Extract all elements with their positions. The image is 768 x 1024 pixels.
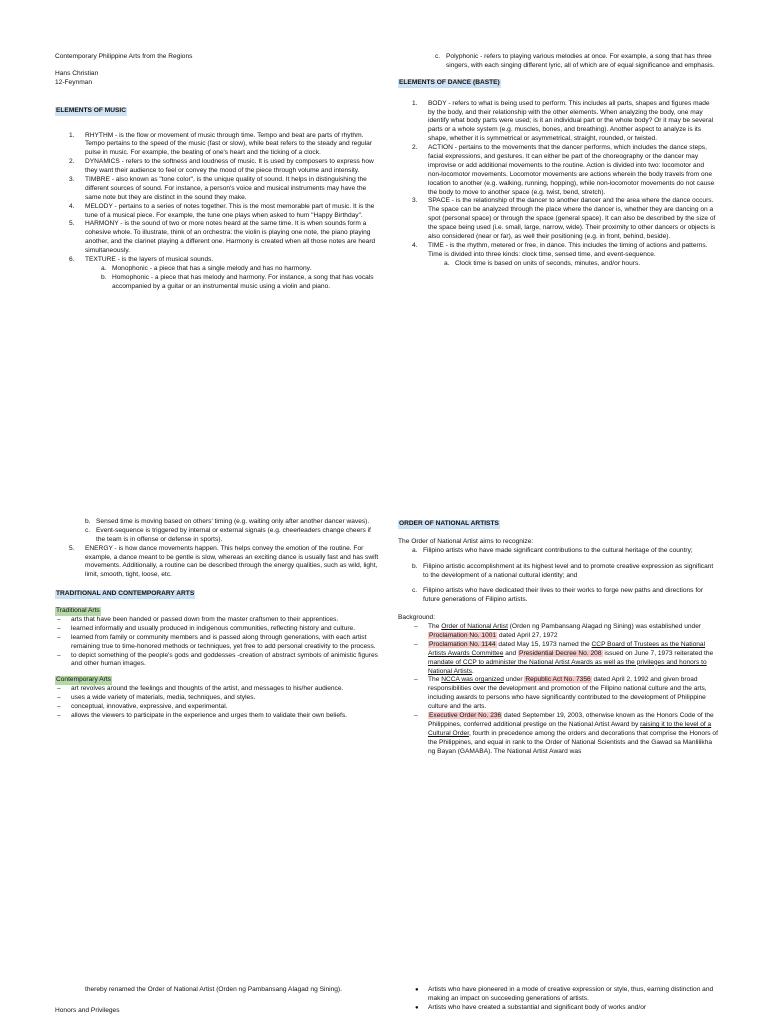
background-list: [398, 623, 718, 756]
page3-right-column: [398, 986, 718, 1013]
author-name: Hans Christian: [55, 69, 99, 77]
list-item: – to depict something of the people's gods and goddesses -creation of abstract symbols of animistic figures and other human images.: [57, 651, 378, 668]
list-item: – The Order of National Artist (Orden ng Pambansang Alagad ng Sining) was established under Proclamation No. 1001 dated April 27, 1972: [414, 623, 702, 640]
document-title: Contemporary Philippine Arts from the Regions: [55, 53, 193, 60]
page3-left-column: [55, 986, 380, 1016]
list-item: – art revolves around the feelings and thoughts of the artist, and messages to his/her audience.: [57, 685, 344, 693]
list-item: – learned from family or community members and is passed along through generations, with each artist remaining true to time-honored methods or techniques, yet free to add personal creativity to the process.: [57, 633, 376, 650]
national-artists-aims-list: [398, 547, 718, 605]
list-item: – Executive Order No. 236 dated September 19, 2003, otherwise known as the Honors Code of the Philippines, conferred additional prestige on the National Artist Award by raising it to the level of a Cultural Order, fourth in precedence among the orders and decorations that comprise the Honors of the Philippines, and equal in rank to the Order of National Scientists and the Gawad sa Manlilikha ng Bayan (GAMABA). The National Artist Award was: [414, 712, 718, 755]
list-item: 5. HARMONY - is the sound of two or more notes heard at the same time. It is when sounds form a cohesive whole. To illustrate, think of an orchestra: the violin is playing one note, the piano playing another, and the clarinet playing a different one. Harmony is created when all those notes are heard simultaneously.: [69, 220, 376, 255]
list-item: b. Homophonic - a piece that has melody and harmony. For instance, a song that has vocals accompanied by a guitar or an instrumental music using a violin and piano.: [101, 273, 374, 290]
list-item: 3. SPACE - is the relationship of the dancer to another dancer and the area where the dance occurs. The space can be analyzed through the place where the dancer is, whether they are dancing on a spot (personal space) or through the space (general space). It can also be described by the size of the space being used (i.e. small, large, narrow, wide). Their proximity to other dancers or objects is also considered (near or far), as well their positioning (e.g. in front, behind, beside).: [412, 197, 716, 241]
time-sublist: [428, 260, 718, 269]
national-artists-heading: ORDER OF NATIONAL ARTISTS: [399, 520, 499, 527]
list-item: – uses a wide variety of materials, media, techniques, and styles.: [57, 694, 256, 702]
list-item: – learned informally and usually produced in indigenous communities, reflecting history and culture.: [57, 624, 356, 632]
list-item: – arts that have been handed or passed down from the master craftsmen to their apprentices.: [57, 616, 339, 624]
list-item: – conceptual, innovative, expressive, and experimental.: [57, 703, 228, 711]
page1-right-column: [398, 53, 718, 269]
list-item: ● Artists who have created a substantial and significant body of works and/or: [415, 1003, 647, 1011]
background-label: Background:: [398, 614, 436, 622]
list-item: 3. TIMBRE - also known as "tone color", is the unique quality of sound. It helps in distinguishing the different sources of sound. For instance, a person's voice and musical instruments may have the same note but they are distinct in the sound they make.: [69, 176, 367, 201]
music-heading: ELEMENTS OF MUSIC: [56, 106, 126, 114]
list-item: 2. ACTION - pertains to the movements that the dancer performs, which includes the dance steps, facial expressions, and gestures. It can either be part of the choreography or the dancer may improvise or add additional movements to the routine. Action is divided into two: locomotor and non-locomotor movements. Locomotor movements are actions wherein the body travels from one location to another (e.g. walking, running, hopping), while non-locomotor movements do not cause the body to move to another space (e.g. twist, bend, stretch).: [412, 144, 715, 196]
criteria-list: [398, 986, 718, 1013]
trad-contemp-heading: TRADITIONAL AND CONTEMPORARY ARTS: [56, 590, 195, 598]
dance-heading: ELEMENTS OF DANCE (BASTE): [399, 78, 500, 86]
list-item: a. Clock time is based on units of seconds, minutes, and/or hours.: [444, 259, 641, 267]
list-item: a. Monophonic - a piece that has a single melody and has no harmony.: [101, 264, 312, 272]
time-sublist-continued: [55, 518, 380, 545]
list-item: a. Filipino artists who have made significant contributions to the cultural heritage of the country;: [412, 546, 693, 554]
list-item: b. Filipino artistic accomplishment at its highest level and to promote creative expression as significant to the development of a national cultural identity; and: [412, 562, 714, 579]
list-item: – allows the viewers to participate in the experience and urges them to validate their own beliefs.: [57, 711, 347, 719]
list-item: 4. TIME - is the rhythm, metered or free, in dance. This includes the timing of actions and patterns. Time is divided into three kinds: clock time, sensed time, and event-sequence. a. Clock time is based on units of seconds, minutes, and/or hours.: [412, 242, 718, 269]
dance-elements-list-continued: [55, 545, 380, 581]
music-elements-list: [55, 132, 380, 292]
contemporary-arts-list: [55, 685, 380, 721]
list-item: 6. TEXTURE - is the layers of musical sounds. a. Monophonic - a piece that has a single melody and has no harmony. b. Homophonic - a piece that has melody and harmony. For instance, a song that has vocals accompanied by a guitar or an instrumental music using a violin and piano.: [69, 256, 380, 292]
list-item: – Proclamation No. 1144 dated May 15, 1973 named the CCP Board of Trustees as the National Artists Awards Committee and Presidential Decree No. 208 issued on June 7, 1973 reiterated the mandate of CCP to administer the National Artist Awards as well as the privileges and honors to National Artists.: [414, 640, 714, 675]
list-item: 5. ENERGY - is how dance movements happen. This helps convey the emotion of the routine. For example, a dance meant to be gentle is slow, whereas an exciting dance is usually fast and has swift movements. Additionally, a routine can be described through the energy qualities, such as wild, light, limit, smooth, tight, loose, etc.: [69, 544, 379, 579]
list-item: – The NCCA was organized under Republic Act No. 7356 dated April 2, 1992 and given broad responsibilities over the development and promotion of the Filipino national culture and the arts, including awards to persons who have significantly contributed to the development of Philippine culture and the arts.: [414, 676, 707, 711]
list-item: 2. DYNAMICS - refers to the softness and loudness of music. It is used by composers to express how they want their audience to feel or convey the mood of the piece through volume and intensity.: [69, 158, 374, 175]
page2-left-column: [55, 518, 380, 721]
list-item: 1. BODY - refers to what is being used to perform. This includes all parts, shapes and figures made by the body, and their relationship with the other elements. When analyzing the body, one may identify what body parts were used; is it an individual part or the whole body? Or it may be several parts or a whole system (e.g. muscles, bones, and breathing). Another aspect to analyze is its shape, whether it is symmetrical or asymmetrical, straight, rounded, or twisted.: [412, 99, 714, 143]
list-item: b. Sensed time is moving based on others' timing (e.g. waiting only after another dancer waves).: [85, 518, 370, 525]
texture-sublist-continued: [398, 53, 718, 71]
list-item: 4. MELODY - pertains to a series of notes together. This is the most memorable part of music. It is the tune of a musical piece. For example, the tune one plays when asked to hum "Happy Birthday".: [69, 202, 375, 219]
traditional-arts-subheading: Traditional Arts: [56, 607, 100, 615]
list-item: c. Event-sequence is triggered by internal or external signals (e.g. cheerleaders change cheers if the team is in offense or defense in sports).: [85, 526, 371, 543]
texture-sublist: [85, 265, 380, 292]
contemporary-arts-subheading: Contemporary Arts: [56, 676, 111, 684]
honors-heading: Honors and Privileges: [55, 1006, 120, 1014]
page1-left-column: [55, 53, 380, 292]
dance-elements-list: [398, 100, 718, 269]
list-item: ● Artists who have pioneered in a mode of creative expression or style, thus, earning distinction and making an impact on succeeding generations of artists.: [415, 986, 714, 1002]
national-artists-intro: The Order of National Artist aims to recognize:: [398, 537, 534, 545]
list-item: 1. RHYTHM - is the flow or movement of music through time. Tempo and beat are parts of rhythm. Tempo pertains to the speed of the music (fast or slow), while beat refers to the steady and regular pulse in music. For example, the beating of one's heart and the ticking of a clock.: [69, 131, 372, 157]
document-page-3: [0, 974, 768, 1024]
section-name: 12-Feynman: [55, 78, 93, 86]
document-page-2: [0, 488, 768, 966]
traditional-arts-list: [55, 616, 380, 669]
page3-continued-text: thereby renamed the Order of National Artist (Orden ng Pambansang Alagad ng Sining).: [85, 986, 342, 993]
document-page-1: [0, 0, 768, 480]
list-item: c. Filipino artists who have dedicated their lives to their works to forge new paths and directions for future generations of Filipino artists.: [412, 587, 704, 604]
list-item: c. Polyphonic - refers to playing various melodies at once. For example, a song that has three singers, with each singing different lyric, all of which are of equal significance and emphasis.: [435, 53, 715, 69]
page2-right-column: [398, 520, 718, 756]
